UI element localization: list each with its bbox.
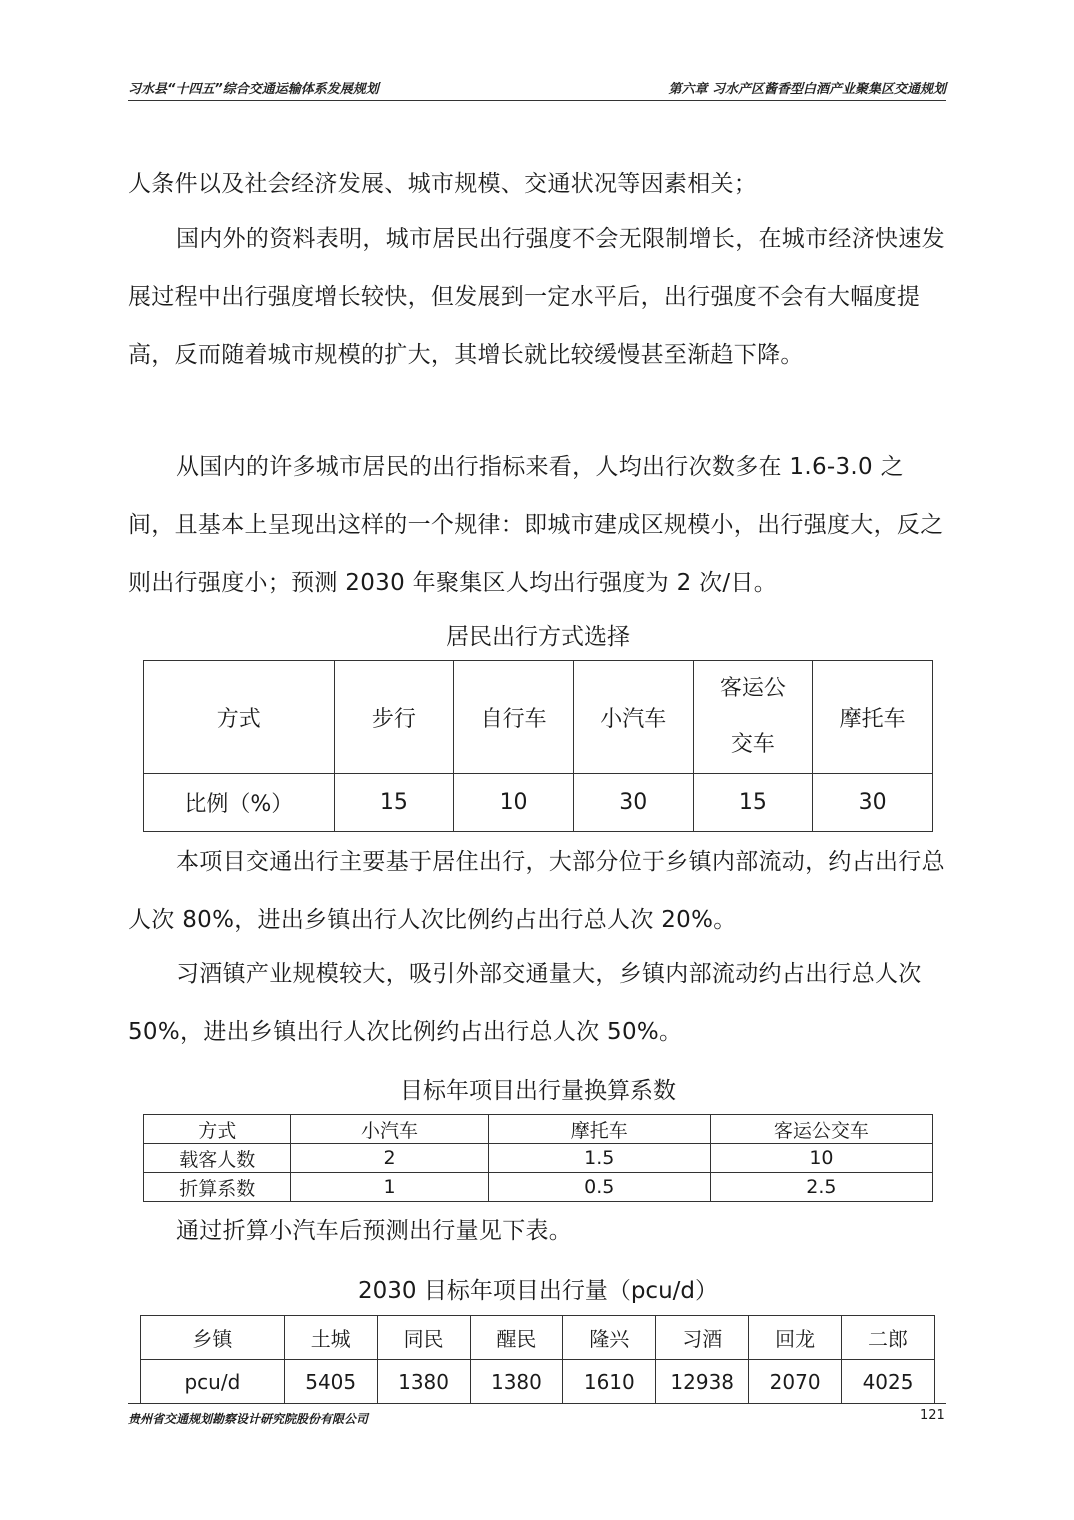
table-row <box>141 1360 935 1404</box>
table-cell: 0.5 <box>488 1173 710 1202</box>
table-cell: 隆兴 <box>563 1316 656 1360</box>
table-row <box>141 1316 935 1360</box>
page-number: 121 <box>920 1408 945 1423</box>
table-cell: 自行车 <box>454 661 574 774</box>
table-cell: 载客人数 <box>144 1144 291 1173</box>
table-cell: 土城 <box>284 1316 377 1360</box>
table-cell: 醒民 <box>470 1316 563 1360</box>
table-row <box>144 1115 933 1144</box>
table-cell: 2.5 <box>710 1173 932 1202</box>
table-cell <box>693 661 813 774</box>
table-cell: 15 <box>693 774 813 832</box>
table-cell: 方式 <box>144 1115 291 1144</box>
table-cell: 1380 <box>377 1360 470 1404</box>
header-rule <box>128 100 946 101</box>
table-cell: 2 <box>291 1144 488 1173</box>
paragraph: 通过折算小汽车后预测出行量见下表。 <box>176 1218 573 1244</box>
table-cell: 1380 <box>470 1360 563 1404</box>
table-cell: 10 <box>710 1144 932 1173</box>
table-cell: 乡镇 <box>141 1316 285 1360</box>
table-cell: 客运公交车 <box>710 1115 932 1144</box>
table-cell: 折算系数 <box>144 1173 291 1202</box>
paragraph: 从国内的许多城市居民的出行指标来看，人均出行次数多在 1.6-3.0 之间，且基本上呈现出这样的一个规律：即城市建成区规模小，出行强度大，反之则出行强度小；预测 2030 年聚集区人均出行强度为 2 次/日。 <box>128 454 944 596</box>
table-row <box>144 1173 933 1202</box>
paragraph: 本项目交通出行主要基于居住出行，大部分位于乡镇内部流动，约占出行总人次 80%，进出乡镇出行人次比例约占出行总人次 20%。 <box>128 849 945 933</box>
table-cell: 2070 <box>749 1360 842 1404</box>
table-caption: 居民出行方式选择 <box>446 624 630 650</box>
cell-line: 交车 <box>730 732 775 757</box>
table-row <box>144 661 933 774</box>
table-cell: 1610 <box>563 1360 656 1404</box>
table-cell: 10 <box>454 774 574 832</box>
table-cell: 小汽车 <box>573 661 693 774</box>
table-row <box>144 774 933 832</box>
table-cell: 小汽车 <box>291 1115 488 1144</box>
table-cell: 1.5 <box>488 1144 710 1173</box>
travel-mode-table <box>143 660 933 832</box>
table-cell: 4025 <box>842 1360 935 1404</box>
trip-volume-table <box>140 1315 935 1404</box>
table-cell: 方式 <box>144 661 335 774</box>
table-cell: 摩托车 <box>813 661 933 774</box>
running-header-right: 第六章 习水产区酱香型白酒产业聚集区交通规划 <box>668 82 946 97</box>
conversion-factor-table <box>143 1114 933 1202</box>
table-cell: 二郎 <box>842 1316 935 1360</box>
paragraph: 人条件以及社会经济发展、城市规模、交通状况等因素相关； <box>128 171 758 197</box>
footer-rule <box>128 1403 946 1404</box>
table-row <box>144 1144 933 1173</box>
table-caption: 目标年项目出行量换算系数 <box>400 1078 676 1104</box>
cell-line: 客运公 <box>719 676 786 701</box>
table-cell: 15 <box>334 774 454 832</box>
table-cell: 30 <box>573 774 693 832</box>
footer-company: 贵州省交通规划勘察设计研究院股份有限公司 <box>128 1412 369 1426</box>
table-cell: 1 <box>291 1173 488 1202</box>
table-cell: 30 <box>813 774 933 832</box>
table-cell: 步行 <box>334 661 454 774</box>
paragraph: 习酒镇产业规模较大，吸引外部交通量大，乡镇内部流动约占出行总人次 50%，进出乡镇出行人次比例约占出行总人次 50%。 <box>128 961 922 1045</box>
table-cell: 比例（%） <box>144 774 335 832</box>
table-cell: 回龙 <box>749 1316 842 1360</box>
paragraph: 国内外的资料表明，城市居民出行强度不会无限制增长，在城市经济快速发展过程中出行强度增长较快，但发展到一定水平后，出行强度不会有大幅度提高，反而随着城市规模的扩大，其增长就比较缓慢甚至渐趋下降。 <box>128 226 945 368</box>
table-cell: 12938 <box>656 1360 749 1404</box>
table-cell: 同民 <box>377 1316 470 1360</box>
table-cell: 5405 <box>284 1360 377 1404</box>
table-cell: pcu/d <box>141 1360 285 1404</box>
table-cell: 习酒 <box>656 1316 749 1360</box>
running-header-left: 习水县“十四五”综合交通运输体系发展规划 <box>128 82 379 97</box>
table-cell: 摩托车 <box>488 1115 710 1144</box>
table-caption: 2030 目标年项目出行量（pcu/d） <box>357 1278 718 1304</box>
